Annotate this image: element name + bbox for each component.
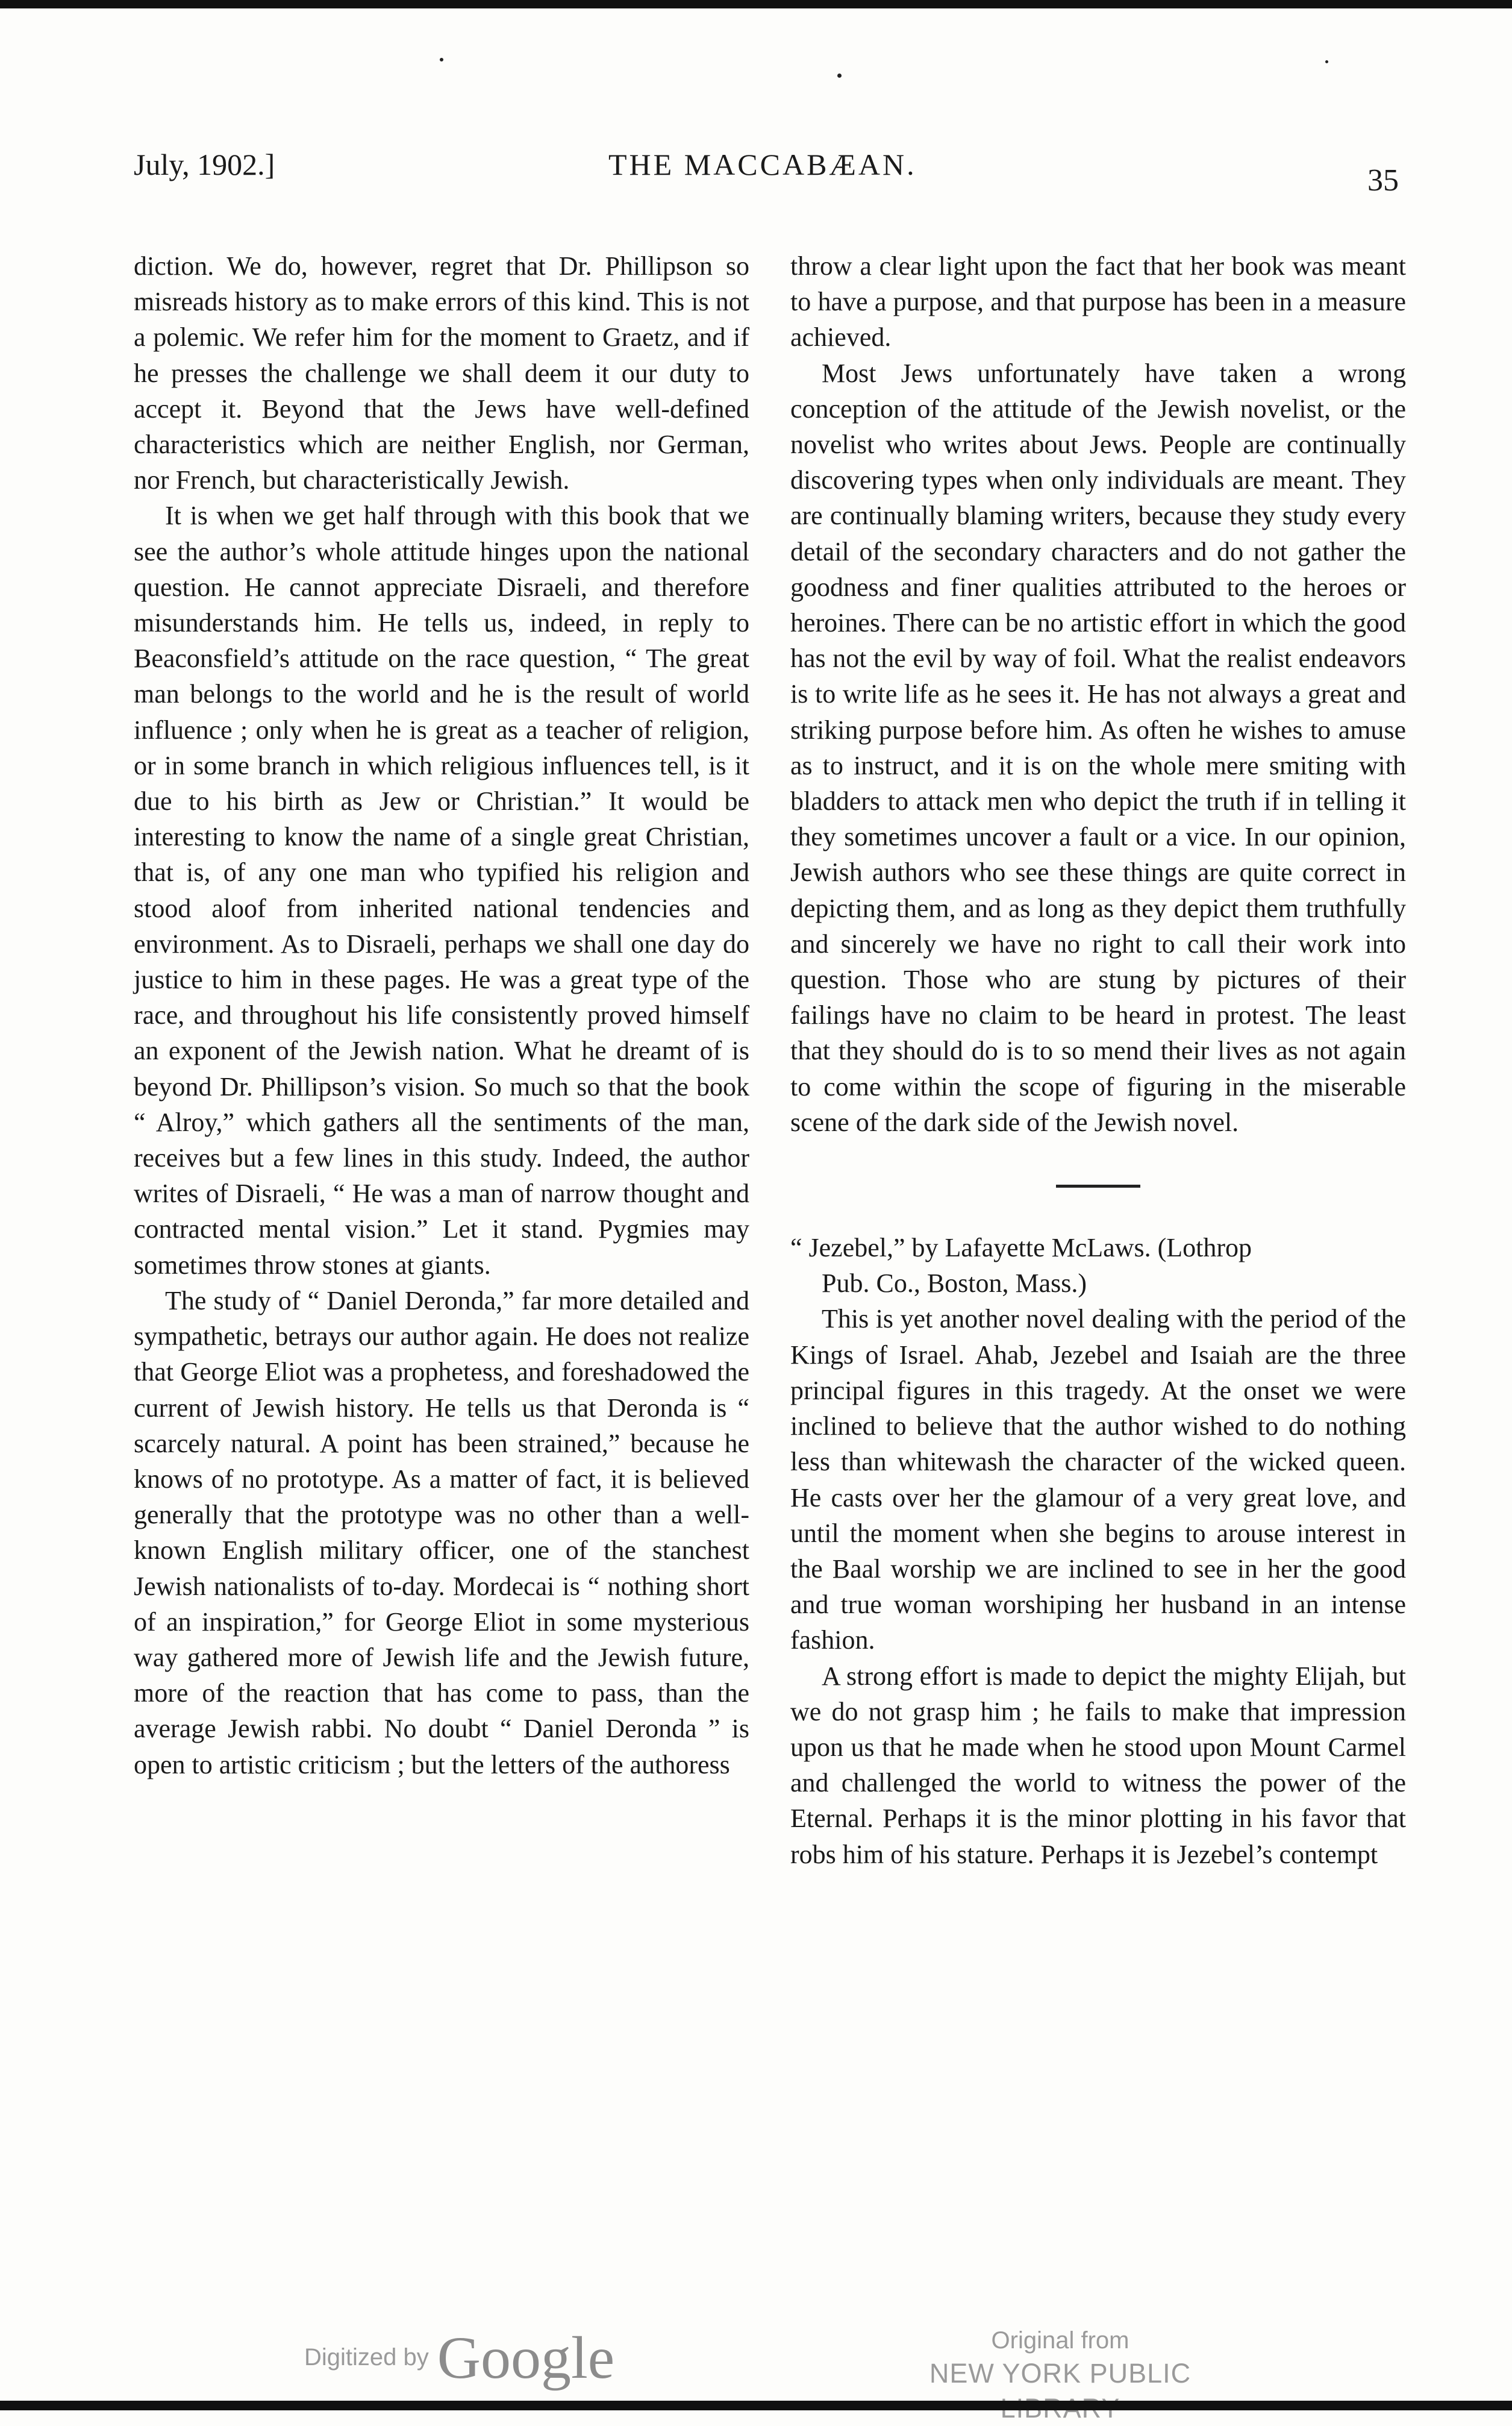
right-column xyxy=(790,248,1406,1872)
scan-top-edge xyxy=(0,0,1512,8)
paragraph: throw a clear light upon the fact that her book was meant to have a purpose, and that purpose has been in a measure achieved. xyxy=(790,251,1406,353)
scan-bottom-edge xyxy=(0,2401,1512,2410)
page-number: 35 xyxy=(1367,163,1399,198)
paragraph: Most Jews unfortunately have taken a wrong conception of the attitude of the Jewish novelist, or the novelist who writes about Jews. People are continually discovering types when only individuals are meant. They are continually blaming writers, because they study every detail of the secondary characters and do not gather the goodness and finer qualities attributed to the heroes or heroines. There can be no artistic effort in which the good has not the evil by way of foil. What the realist endeavors is to write life as he sees it. He has not always a great and striking purpose before him. As often he wishes to amuse as to instruct, and it is on the whole mere smiting with bladders to attack men who depict the truth if in telling it they sometimes uncover a fault or a vice. In our opinion, Jewish authors who see these things are quite correct in depicting them, and as long as they depict them truthfully and sincerely we have no right to call their work into question. Those who are stung by pictures of their failings have no claim to be heard in protest. The least that they should do is to so mend their lives as not again to come within the scope of figuring in the miserable scene of the dark side of the Jewish novel. xyxy=(790,358,1406,1137)
library-watermark xyxy=(876,2325,1244,2426)
section-divider xyxy=(1056,1185,1140,1188)
scan-speck xyxy=(440,58,443,61)
review-heading xyxy=(790,1230,1406,1301)
scan-speck xyxy=(837,74,842,78)
review-publisher: Pub. Co., Boston, Mass.) xyxy=(822,1268,1087,1299)
google-logo: Google xyxy=(437,2324,615,2391)
digitized-by-label: Digitized by xyxy=(304,2344,429,2371)
scan-speck xyxy=(1325,60,1328,63)
paragraph: diction. We do, however, regret that Dr. Phillipson so misreads history as to make errors of this kind. This is not a polemic. We refer him for the moment to Graetz, and if he presses the challenge we shall deem it our duty to accept it. Beyond that the Jews have well-defined characteristics which are neither English, nor German, nor French, but characteristically Jewish. xyxy=(134,251,749,495)
paragraph: This is yet another novel dealing with the period of the Kings of Israel. Ahab, Jezebel and Isaiah are the three principal figures in this tragedy. At the onset we were inclined to believe that the author wished to do nothing less than whitewash the character of the wicked queen. He casts over her the glamour of a very great love, and until the moment when she begins to arouse interest in the Baal worship we are inclined to see in her the good and true woman worshiping her husband in an intense fashion. xyxy=(790,1304,1406,1655)
original-from-label: Original from xyxy=(991,2327,1129,2354)
left-column xyxy=(134,248,749,1782)
review-title-line: “ Jezebel,” by Lafayette McLaws. (Lothrop xyxy=(790,1233,1252,1263)
paragraph: The study of “ Daniel Deronda,” far more detailed and sympathetic, betrays our author again. He does not realize that George Eliot was a prophetess, and foreshadowed the current of Jewish history. He tells us that Deronda is “ scarcely natural. A point has been strained,” because he knows of no prototype. As a matter of fact, it is believed generally that the prototype was no other than a well-known English military officer, one of the stanchest Jewish nationalists of to-day. Mordecai is “ nothing short of an inspiration,” for George Eliot in some mysterious way gathered more of Jewish life and the Jewish future, more of the reaction that has come to pass, than the average Jewish rabbi. No doubt “ Daniel Deronda ” is open to artistic criticism ; but the letters of the authoress xyxy=(134,1285,749,1779)
issue-date: July, 1902.] xyxy=(134,148,275,181)
library-name: NEW YORK PUBLIC xyxy=(929,2358,1192,2389)
paragraph: A strong effort is made to depict the mighty Elijah, but we do not grasp him ; he fails to make that impression upon us that he made when he stood upon Mount Carmel and challenged the world to witness the power of the Eternal. Perhaps it is the minor plotting in his favor that robs him of his stature. Perhaps it is Jezebel’s contempt xyxy=(790,1661,1406,1869)
paragraph: It is when we get half through with this book that we see the author’s whole attitude hinges upon the national question. He cannot appreciate Disraeli, and therefore misunderstands him. He tells us, indeed, in reply to Beaconsfield’s attitude on the race question, “ The great man belongs to the world and he is the result of world influence ; only when he is great as a teacher of religion, or in some branch in which religious influences tell, is it due to his birth as Jew or Christian.” It would be interesting to know the name of a single great Christian, that is, of any one man who typified his religion and stood aloof from inherited national tendencies and environment. As to Disraeli, perhaps we shall one day do justice to him in these pages. He was a great type of the race, and throughout his life consistently proved himself an exponent of the Jewish nation. What he dreamt of is beyond Dr. Phillipson’s vision. So much so that the book “ Alroy,” which gathers all the sentiments of the man, receives but a few lines in this study. Indeed, the author writes of Disraeli, “ He was a man of narrow thought and contracted mental vision.” Let it stand. Pygmies may sometimes throw stones at giants. xyxy=(134,501,749,1280)
journal-title: THE MACCABÆAN. xyxy=(608,148,917,181)
digitized-by-watermark xyxy=(304,2323,614,2392)
